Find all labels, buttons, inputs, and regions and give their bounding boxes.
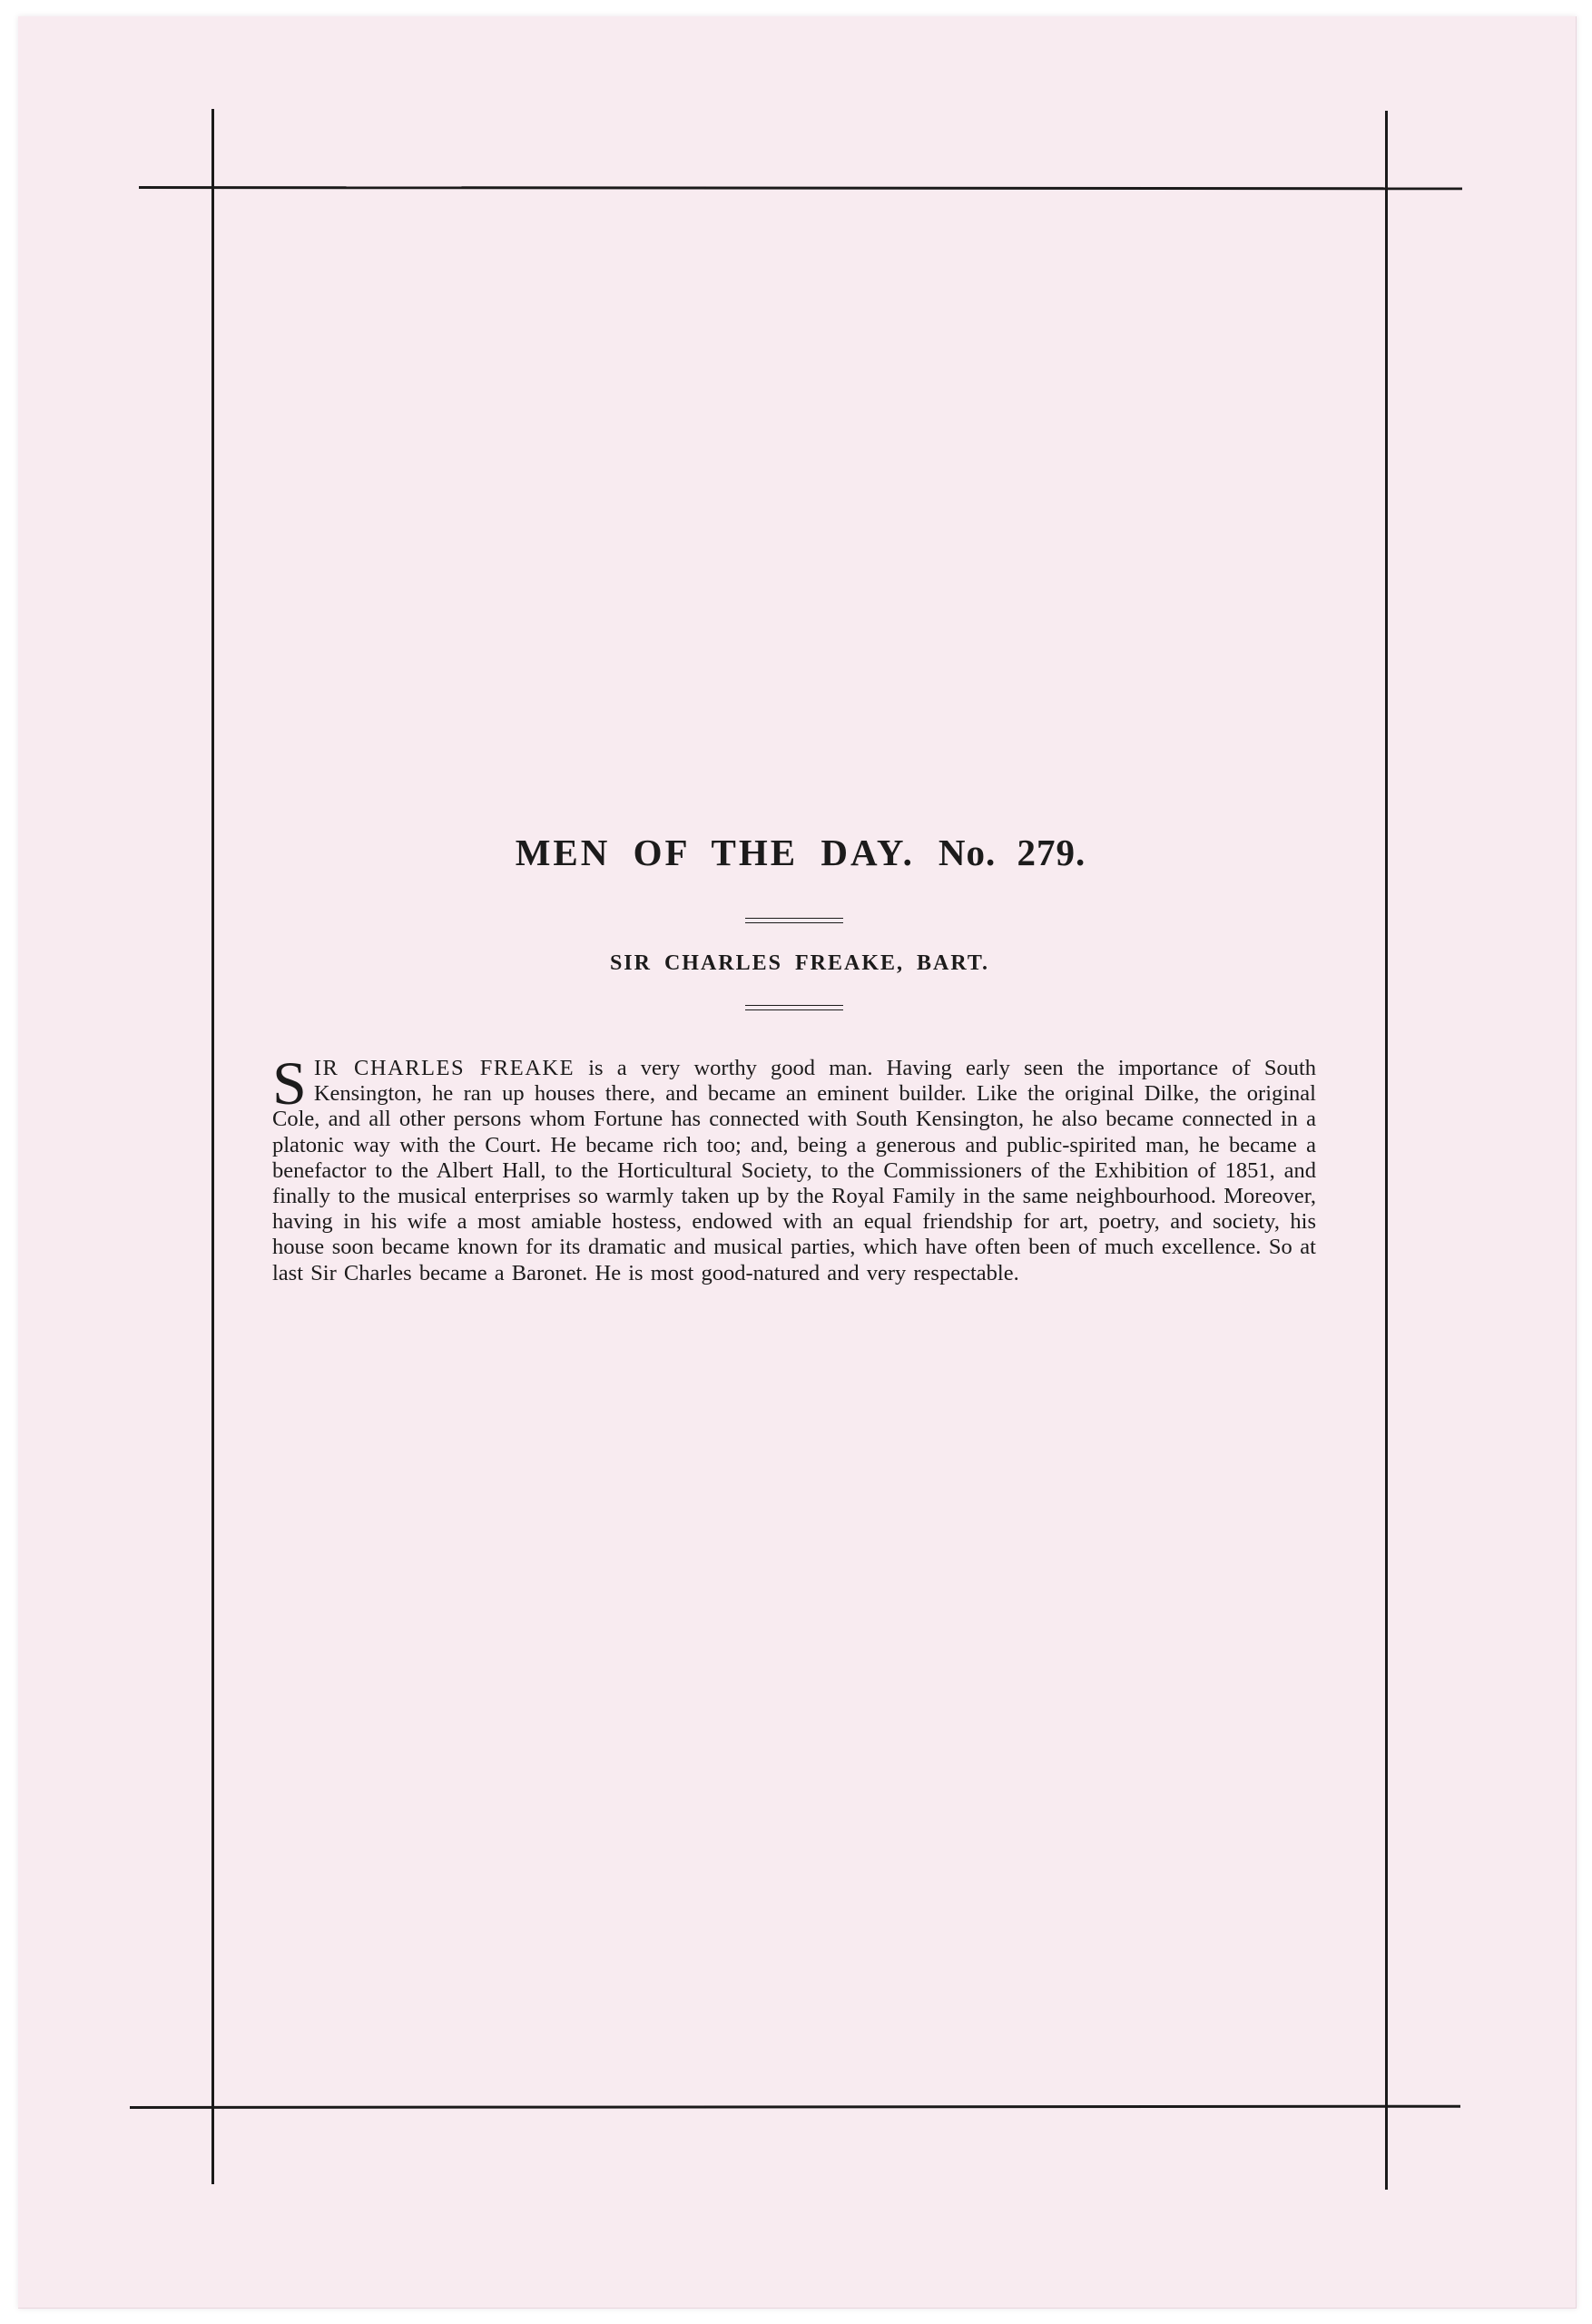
drop-cap: S <box>272 1049 307 1118</box>
border-rule-right <box>1385 111 1388 2190</box>
page-sheet <box>18 16 1577 2309</box>
series-title: MEN OF THE DAY. <box>515 832 915 873</box>
page-title <box>272 827 1316 878</box>
double-rule-divider <box>745 1005 843 1010</box>
double-rule-divider <box>745 918 843 923</box>
issue-number: No. 279. <box>938 832 1086 873</box>
border-rule-top <box>139 186 1462 190</box>
article-paragraph <box>272 1049 1316 1286</box>
article-lead-in: IR CHARLES FREAKE <box>313 1056 575 1080</box>
border-rule-left <box>211 109 214 2184</box>
page-content <box>272 827 1316 1308</box>
border-rule-bottom <box>130 2105 1460 2109</box>
article-body: is a very worthy good man. Having early seen the importance of South Kensington, he ran up houses there, and became an eminent builder. Like the original Dilke, the original Cole, and all other persons whom Fortune has connected with South Kensington, he also became connected in a platonic way with the Court. He became rich too; and, being a generous and public-spirited man, he became a benefactor to the Albert Hall, to the Horticultural Society, to the Commissioners of the Exhibition of 1851, and finally to the musical enterprises so warmly taken up by the Royal Family in the same neighbourhood. Moreover, having in his wife a most amiable hostess, endowed with an equal friendship for art, poetry, and society, his house soon became known for its dramatic and musical parties, which have often been of much excellence. So at last Sir Charles became a Baronet. He is most good-natured and very respectable. <box>272 1056 1316 1285</box>
subject-name: SIR CHARLES FREAKE, BART. <box>609 951 990 975</box>
